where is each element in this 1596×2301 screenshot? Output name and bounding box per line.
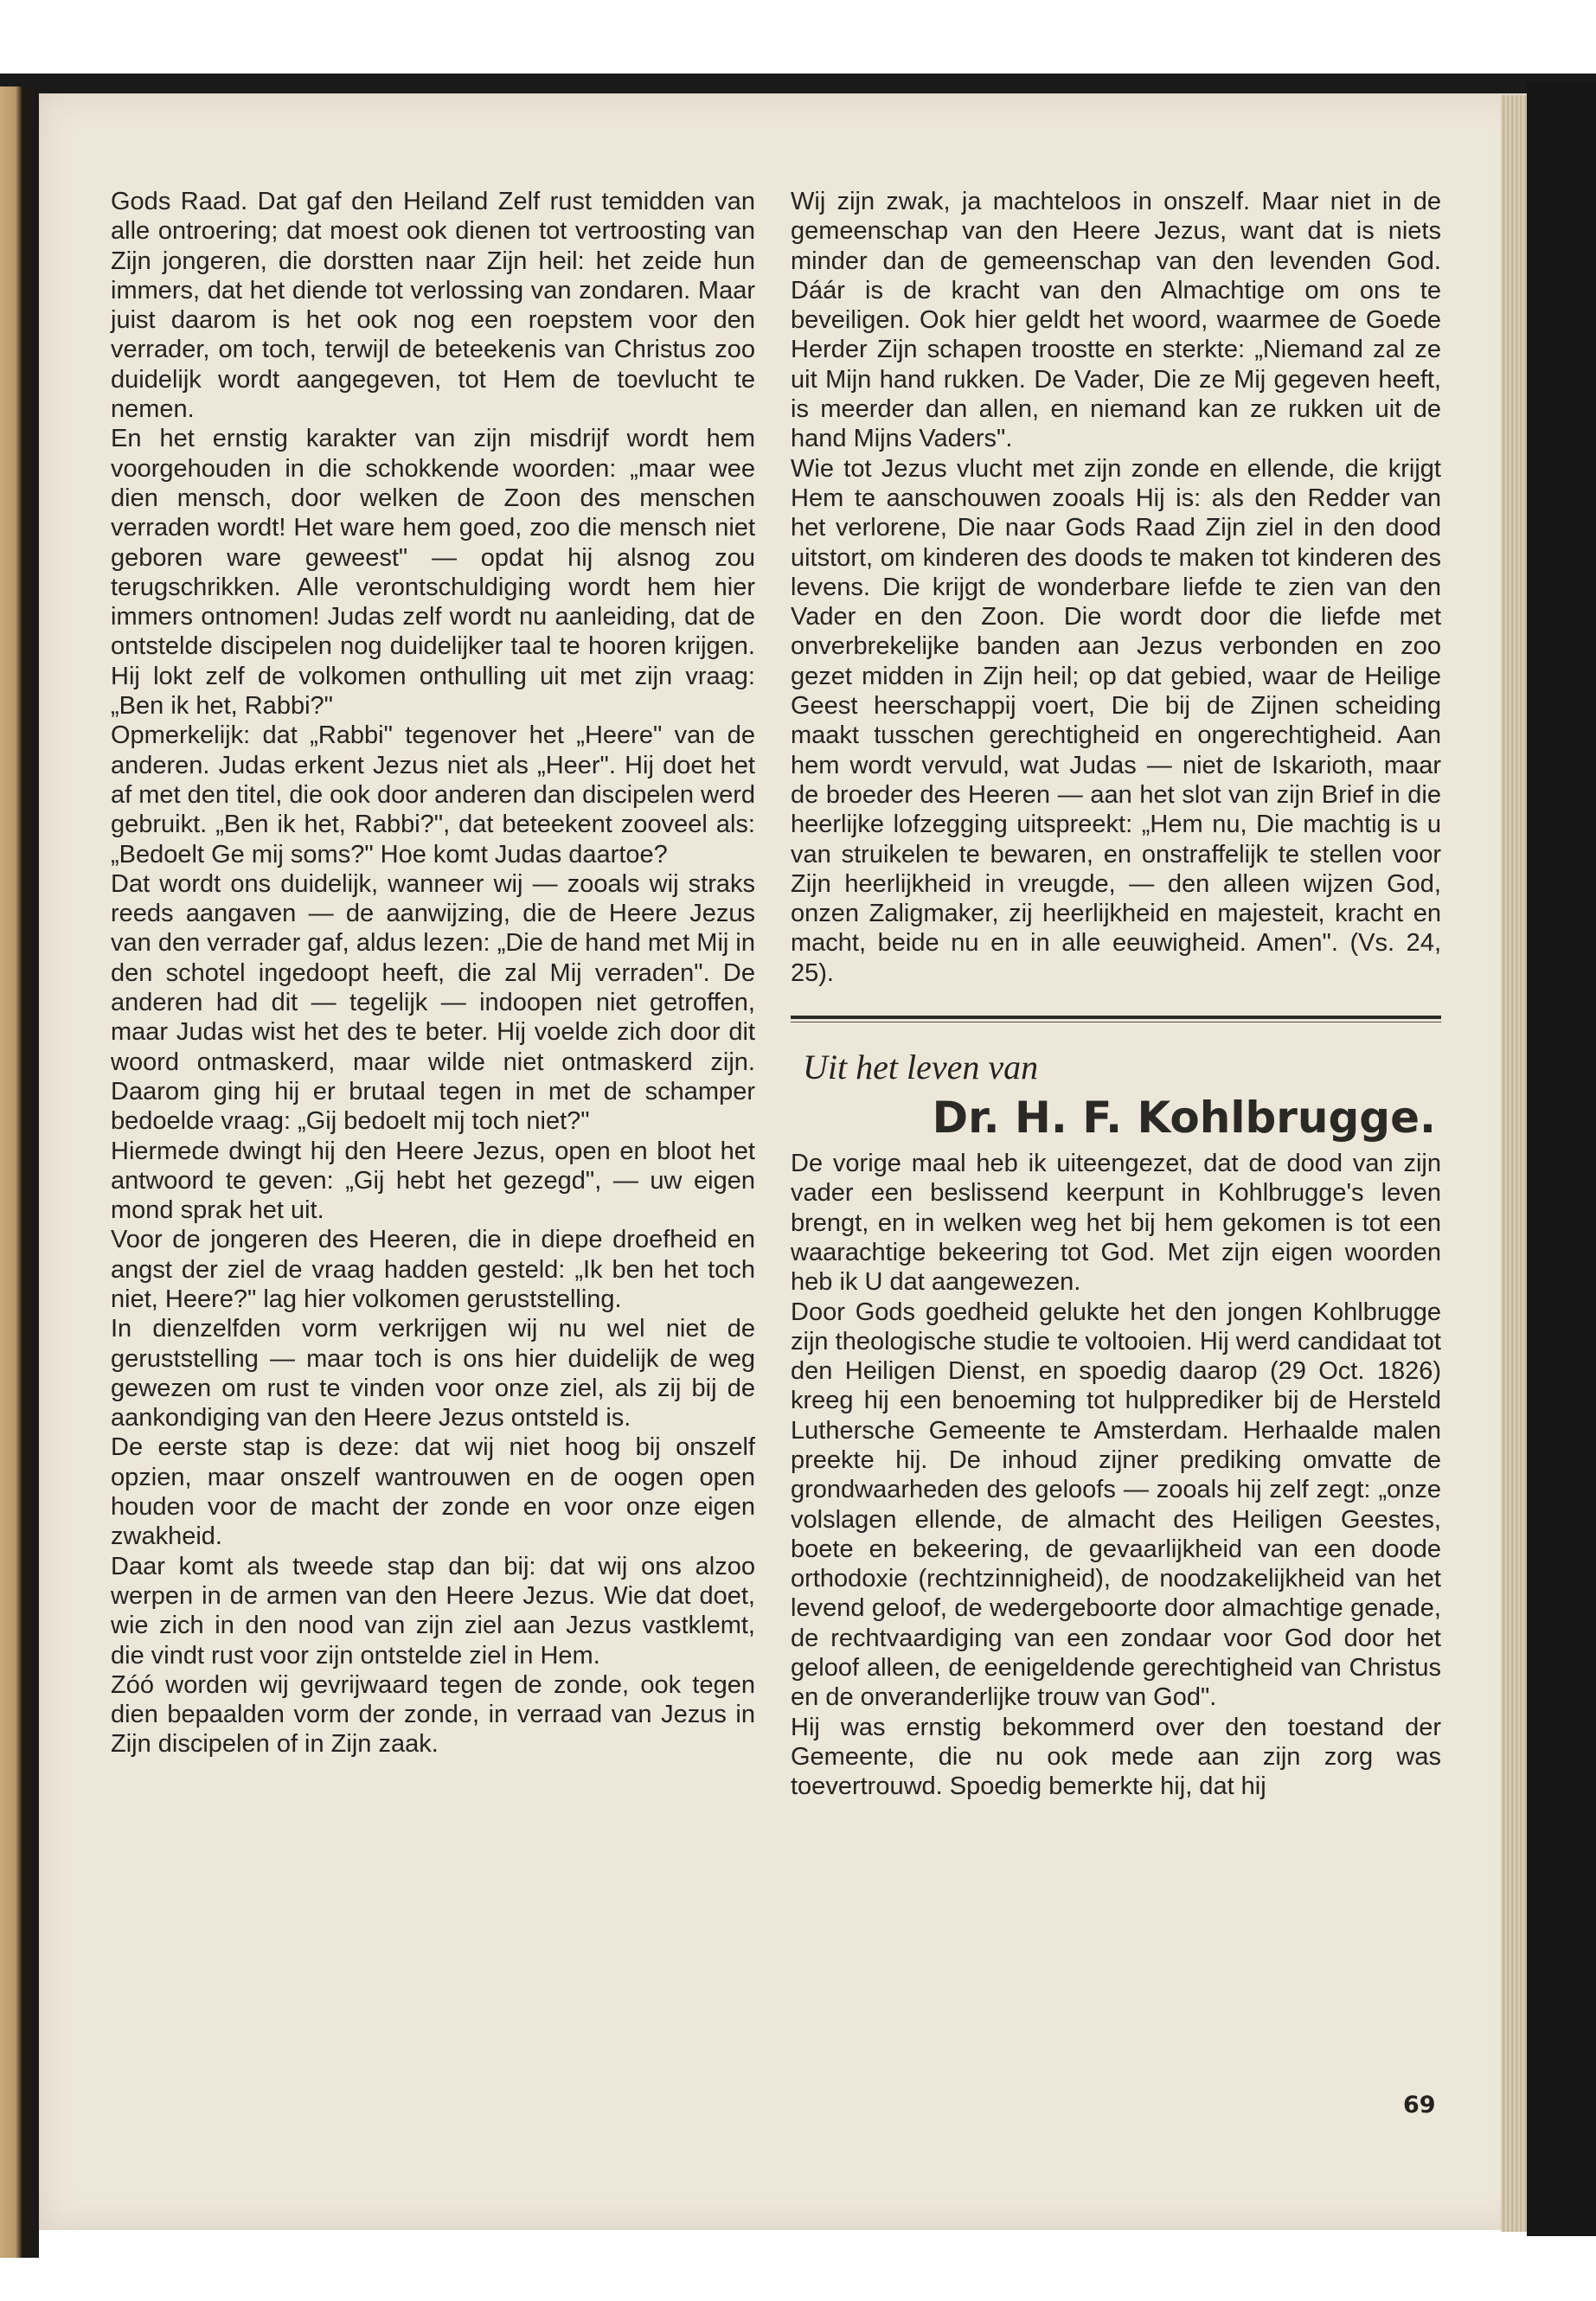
paragraph: Dat wordt ons duidelijk, wanneer wij — zooals wij straks reeds aangaven — de aanwijzing, die de Heere Jezus van den verrader gaf, aldus lezen: „Die de hand met Mij in den schotel ingedoopt heeft, die zal Mij verraden". De anderen had dit — tegelijk — indoopen niet getroffen, maar Judas wist het des te beter. Hij voelde zich door dit woord ontmaskerd, maar wilde niet ontmaskerd zijn. Daarom ging hij er brutaal tegen in met de schamper bedoelde vraag: „Gij bedoelt mij toch niet?" xyxy=(111,869,755,1136)
paragraph: In dienzelfden vorm verkrijgen wij nu wel niet de geruststelling — maar toch is ons hier duidelijk de weg gewezen om rust te vinden voor onze ziel, als zij bij de aankondiging van den Heere Jezus ontsteld is. xyxy=(111,1315,755,1433)
left-column xyxy=(111,187,755,1759)
section-heading-prefix: Uit het leven van xyxy=(803,1048,1039,1087)
paragraph: Zóó worden wij gevrijwaard tegen de zonde, ook tegen dien bepaalden vorm der zonde, in verraad van Jezus in Zijn discipelen of in Zijn zaak. xyxy=(111,1670,755,1759)
page-stack-edge xyxy=(1501,95,1527,2232)
paragraph: Gods Raad. Dat gaf den Heiland Zelf rust temidden van alle ontroering; dat moest ook dienen tot vertroosting van Zijn jongeren, die dorstten naar Zijn heil: het zeide hun immers, dat het diende tot verlossing van zondaren. Maar juist daarom is het ook nog een roepstem voor den verrader, om toch, terwijl de beteekenis van Christus zoo duidelijk wordt aangegeven, tot Hem de toevlucht te nemen. xyxy=(111,188,755,424)
paragraph: Hiermede dwingt hij den Heere Jezus, open en bloot het antwoord te geven: „Gij hebt het gezegd", — uw eigen mond sprak het uit. xyxy=(111,1137,755,1225)
section-divider xyxy=(791,1016,1441,1022)
paragraph: Hij was ernstig bekommerd over den toestand der Gemeente, die nu ook mede aan zijn zorg was toevertrouwd. Spoedig bemerkte hij, dat hij xyxy=(791,1713,1441,1801)
paragraph: Wij zijn zwak, ja machteloos in onszelf. Maar niet in de gemeenschap van den Heere Jezus, want dat is niets minder dan de gemeenschap van den levenden God. Dáár is de kracht van den Almachtige om ons te beveiligen. Ook hier geldt het woord, waarmee de Goede Herder Zijn schapen troostte en sterkte: „Niemand zal ze uit Mijn hand rukken. De Vader, Die ze Mij gegeven heeft, is meerder dan allen, en niemand kan ze rukken uit de hand Mijns Vaders". xyxy=(791,188,1441,453)
paragraph: Daar komt als tweede stap dan bij: dat wij ons alzoo werpen in de armen van den Heere Jezus. Wie dat doet, wie zich in den nood van zijn ziel aan Jezus vastklemt, die vindt rust voor zijn ontstelde ziel in Hem. xyxy=(111,1552,755,1670)
book-binding-right xyxy=(1527,82,1596,2236)
book-binding-left xyxy=(0,87,39,2258)
paragraph: De eerste stap is deze: dat wij niet hoog bij onszelf opzien, maar onszelf wantrouwen en de oogen open houden voor de macht der zonde en voor onze eigen zwakheid. xyxy=(111,1433,755,1551)
section-heading-title: Dr. H. F. Kohlbrugge. xyxy=(932,1093,1436,1144)
paragraph: De vorige maal heb ik uiteengezet, dat de dood van zijn vader een beslissend keerpunt in Kohlbrugge's leven brengt, en in welken weg het bij hem gekomen is tot een waarachtige bekeering tot God. Met zijn eigen woorden heb ik U dat aangewezen. xyxy=(791,1150,1441,1297)
paragraph: En het ernstig karakter van zijn misdrijf wordt hem voorgehouden in die schokkende woorden: „maar wee dien mensch, door welken de Zoon des menschen verraden wordt! Het ware hem goed, zoo die mensch niet geboren ware geweest" — opdat hij alsnog zou terugschrikken. Alle verontschuldiging wordt hem hier immers ontnomen! Judas zelf wordt nu aanleiding, dat de ontstelde discipelen nog duidelijker taal te hooren krijgen. Hij lokt zelf de volkomen onthulling uit met zijn vraag: „Ben ik het, Rabbi?" xyxy=(111,425,755,721)
paragraph: Opmerkelijk: dat „Rabbi" tegenover het „Heere" van de anderen. Judas erkent Jezus niet als „Heer". Hij doet het af met den titel, die ook door anderen dan discipelen werd gebruikt. „Ben ik het, Rabbi?", dat beteekent zooveel als: „Bedoelt Ge mij soms?" Hoe komt Judas daartoe? xyxy=(111,721,755,868)
page-number: 69 xyxy=(1403,2092,1436,2118)
paragraph: Wie tot Jezus vlucht met zijn zonde en ellende, die krijgt Hem te aanschouwen zooals Hij is: als den Redder van het verlorene, Die naar Gods Raad Zijn ziel in den dood uitstort, om kinderen des doods te maken tot kinderen des levens. Die krijgt de wonderbare liefde te zien van den Vader en den Zoon. Die wordt door die liefde met onverbrekelijke banden aan Jezus verbonden en zoo gezet midden in Zijn heil; op dat gebied, waar de Heilige Geest heerschappij voert, Die bij de Zijnen scheiding maakt tusschen gerechtigheid en ongerechtigheid. Aan hem wordt vervuld, wat Judas — niet de Iskarioth, maar de broeder des Heeren — aan het slot van zijn Brief in die heerlijke lofzegging uitspreekt: „Hem nu, Die machtig is u van struikelen te bewaren, en onstraffelijk te stellen voor Zijn heerlijkheid in vreugde, — den alleen wijzen God, onzen Zaligmaker, zij heerlijkheid en majesteit, kracht en macht, beide nu en in alle eeuwigheid. Amen". (Vs. 24, 25). xyxy=(791,454,1441,987)
paragraph: Door Gods goedheid gelukte het den jongen Kohlbrugge zijn theologische studie te voltooien. Hij werd candidaat tot den Heiligen Dienst, en spoedig daarop (29 Oct. 1826) kreeg hij een benoeming tot hulpprediker bij de Hersteld Luthersche Gemeente te Amsterdam. Herhaalde malen preekte hij. De inhoud zijner prediking omvatte de grondwaarheden des geloofs — zooals hij zelf zegt: „onze volslagen ellende, de almacht des Heiligen Geestes, boete en bekeering, de gevaarlijkheid van een doode orthodoxie (rechtzinnigheid), de noodzakelijkheid van het levend geloof, de wedergeboorte door almachtige genade, de rechtvaardiging van een zondaar voor God door het geloof alleen, de eenigeldende gerechtigheid van Christus en de onveranderlijke trouw van God". xyxy=(791,1298,1441,1712)
paragraph: Voor de jongeren des Heeren, die in diepe droefheid en angst der ziel de vraag hadden gesteld: „Ik ben het toch niet, Heere?" lag hier volkomen geruststelling. xyxy=(111,1226,755,1313)
right-column xyxy=(791,187,1441,1802)
